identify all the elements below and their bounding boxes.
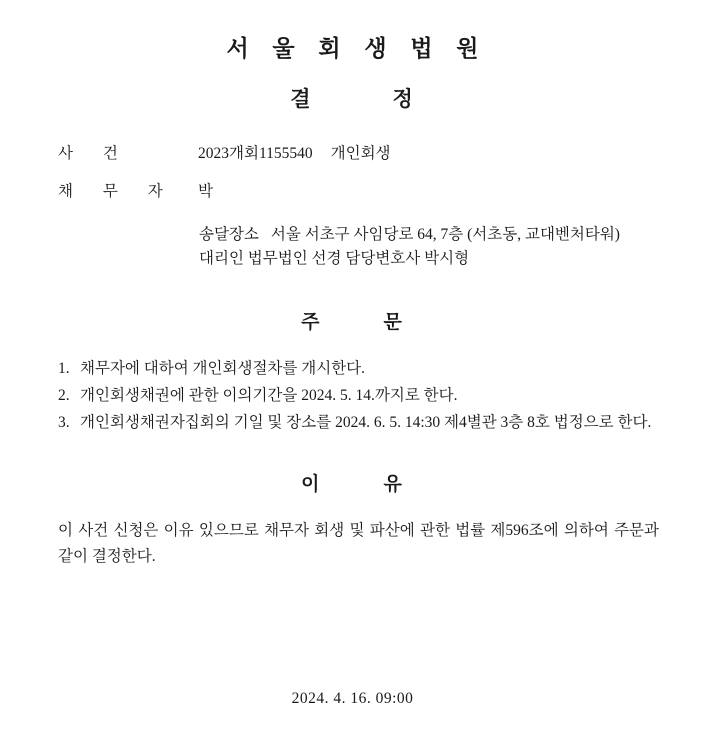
order-item bbox=[58, 410, 659, 435]
decision-datetime: 2024. 4. 16. 09:00 bbox=[291, 690, 414, 707]
document-page bbox=[0, 30, 705, 738]
order-item bbox=[58, 356, 659, 381]
field-label-case: 사 건 bbox=[58, 145, 131, 162]
field-value-case bbox=[198, 141, 391, 163]
document-type-right: 정 bbox=[392, 87, 415, 111]
service-address-label: 송달장소 bbox=[199, 226, 259, 243]
order-item-number: 2. bbox=[58, 387, 70, 405]
service-address-block bbox=[0, 223, 705, 271]
order-heading-right: 문 bbox=[383, 312, 404, 334]
order-item-text: 개인회생채권자집회의 기일 및 장소를 2024. 6. 5. 14:30 제4별관 3층 8호 법정으로 한다. bbox=[80, 414, 652, 432]
order-heading-left: 주 bbox=[301, 312, 322, 334]
document-type-left: 결 bbox=[290, 87, 313, 111]
field-label-debtor: 채 무 자 bbox=[58, 183, 176, 200]
order-item-number: 1. bbox=[58, 360, 70, 378]
order-item-text: 개인회생채권에 관한 이의기간을 2024. 5. 14.까지로 한다. bbox=[80, 387, 458, 405]
field-row-debtor bbox=[58, 179, 705, 201]
representative-line: 대리인 법무법인 선경 담당변호사 박시형 bbox=[199, 250, 470, 268]
court-name-heading: 서 울 회 생 법 원 bbox=[226, 36, 488, 61]
order-item bbox=[58, 383, 659, 408]
case-fields bbox=[0, 141, 705, 201]
service-address-line bbox=[199, 223, 705, 247]
field-row-case bbox=[58, 141, 705, 163]
order-section-heading bbox=[0, 307, 705, 334]
reason-section-heading bbox=[0, 469, 705, 496]
reason-heading-right: 유 bbox=[383, 474, 404, 496]
reason-paragraph: 이 사건 신청은 이유 있으므로 채무자 회생 및 파산에 관한 법률 제596조에 의하여 주문과 같이 결정한다. bbox=[58, 522, 659, 566]
case-type: 개인회생 bbox=[330, 145, 391, 162]
case-number: 2023개회1155540 bbox=[198, 145, 313, 162]
field-value-debtor: 박 bbox=[198, 183, 213, 200]
order-item-number: 3. bbox=[58, 414, 70, 432]
order-list bbox=[0, 356, 705, 435]
service-address-value: 서울 서초구 사임당로 64, 7층 (서초동, 교대벤처타워) bbox=[270, 226, 620, 243]
reason-heading-left: 이 bbox=[301, 474, 322, 496]
order-item-text: 채무자에 대하여 개인회생절차를 개시한다. bbox=[80, 360, 366, 378]
document-type-heading bbox=[0, 83, 705, 113]
